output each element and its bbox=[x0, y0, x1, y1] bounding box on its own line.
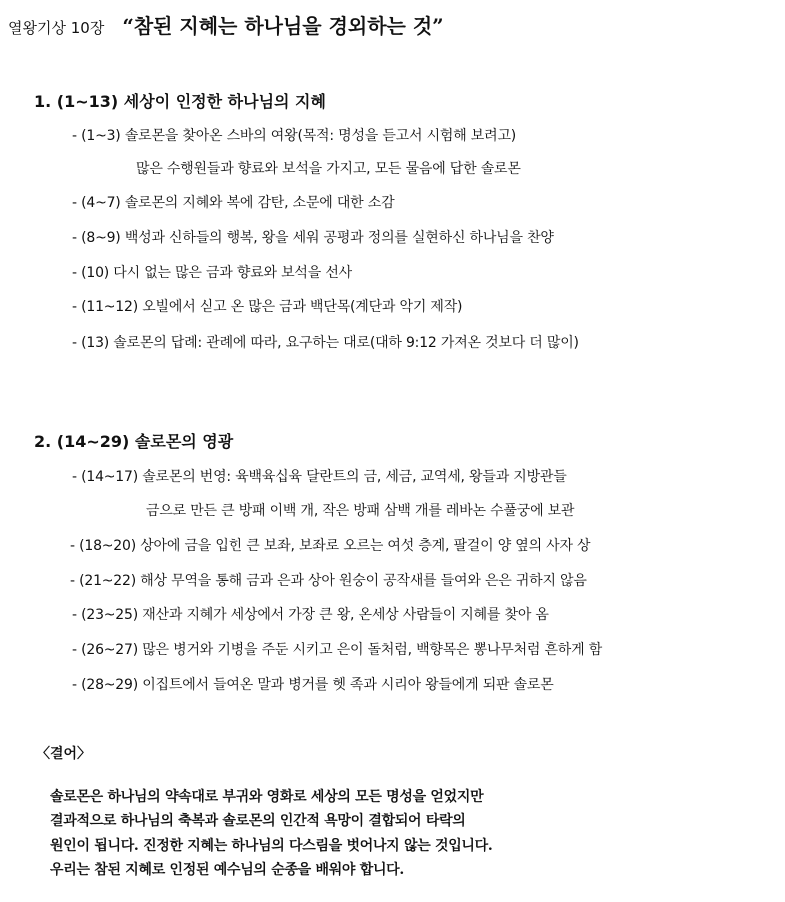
section-1-heading: 1. (1~13) 세상이 인정한 하나님의 지혜 bbox=[34, 92, 326, 111]
section-2-line: - (26~27) 많은 병거와 기병을 주둔 시키고 은이 돌처럼, 백향목은 뽕나무처럼 흔하게 함 bbox=[72, 642, 603, 658]
section-2-line: 금으로 만든 큰 방패 이백 개, 작은 방패 삼백 개를 레바논 수풀궁에 보관 bbox=[146, 503, 575, 519]
section-1-line: - (10) 다시 없는 많은 금과 향료와 보석을 선사 bbox=[72, 265, 352, 281]
section-1-line: - (4~7) 솔로몬의 지혜와 복에 감탄, 소문에 대한 소감 bbox=[72, 195, 395, 211]
conclusion-label: 〈결어〉 bbox=[36, 746, 92, 762]
chapter-title: “참된 지혜는 하나님을 경외하는 것” bbox=[122, 14, 444, 38]
section-1-line: - (1~3) 솔로몬을 찾아온 스바의 여왕(목적: 명성을 듣고서 시험해 보려고) bbox=[72, 128, 517, 144]
section-1-line: 많은 수행원들과 향료와 보석을 가지고, 모든 물음에 답한 솔로몬 bbox=[136, 161, 521, 177]
conclusion-line: 우리는 참된 지혜로 인정된 예수님의 순종을 배워야 합니다. bbox=[50, 862, 404, 878]
section-2-line: - (14~17) 솔로몬의 번영: 육백육십육 달란트의 금, 세금, 교역세, 왕들과 지방관들 bbox=[72, 469, 567, 485]
section-1-line: - (11~12) 오빌에서 싣고 온 많은 금과 백단목(계단과 악기 제작) bbox=[72, 299, 463, 315]
section-2-line: - (21~22) 해상 무역을 통해 금과 은과 상아 원숭이 공작새를 들여와 은은 귀하지 않음 bbox=[70, 573, 587, 589]
section-1-line: - (13) 솔로몬의 답례: 관례에 따라, 요구하는 대로(대하 9:12 가져온 것보다 더 많이) bbox=[72, 335, 579, 351]
conclusion-line: 원인이 됩니다. 진정한 지혜는 하나님의 다스림을 벗어나지 않는 것입니다. bbox=[50, 838, 493, 854]
section-2-heading: 2. (14~29) 솔로몬의 영광 bbox=[34, 432, 234, 451]
conclusion-line: 솔로몬은 하나님의 약속대로 부귀와 영화로 세상의 모든 명성을 얻었지만 bbox=[50, 789, 484, 805]
section-1-line: - (8~9) 백성과 신하들의 행복, 왕을 세워 공평과 정의를 실현하신 하나님을 찬양 bbox=[72, 230, 554, 246]
section-2-line: - (23~25) 재산과 지혜가 세상에서 가장 큰 왕, 온세상 사람들이 지혜를 찾아 옴 bbox=[72, 607, 549, 623]
document-header bbox=[8, 10, 444, 39]
section-2-line: - (18~20) 상아에 금을 입힌 큰 보좌, 보좌로 오르는 여섯 층계, 팔걸이 양 옆의 사자 상 bbox=[70, 538, 591, 554]
chapter-label: 열왕기상 10장 bbox=[8, 19, 105, 37]
conclusion-line: 결과적으로 하나님의 축복과 솔로몬의 인간적 욕망이 결합되어 타락의 bbox=[50, 813, 466, 829]
section-2-line: - (28~29) 이집트에서 들여온 말과 병거를 헷 족과 시리아 왕들에게 되판 솔로몬 bbox=[72, 677, 554, 693]
